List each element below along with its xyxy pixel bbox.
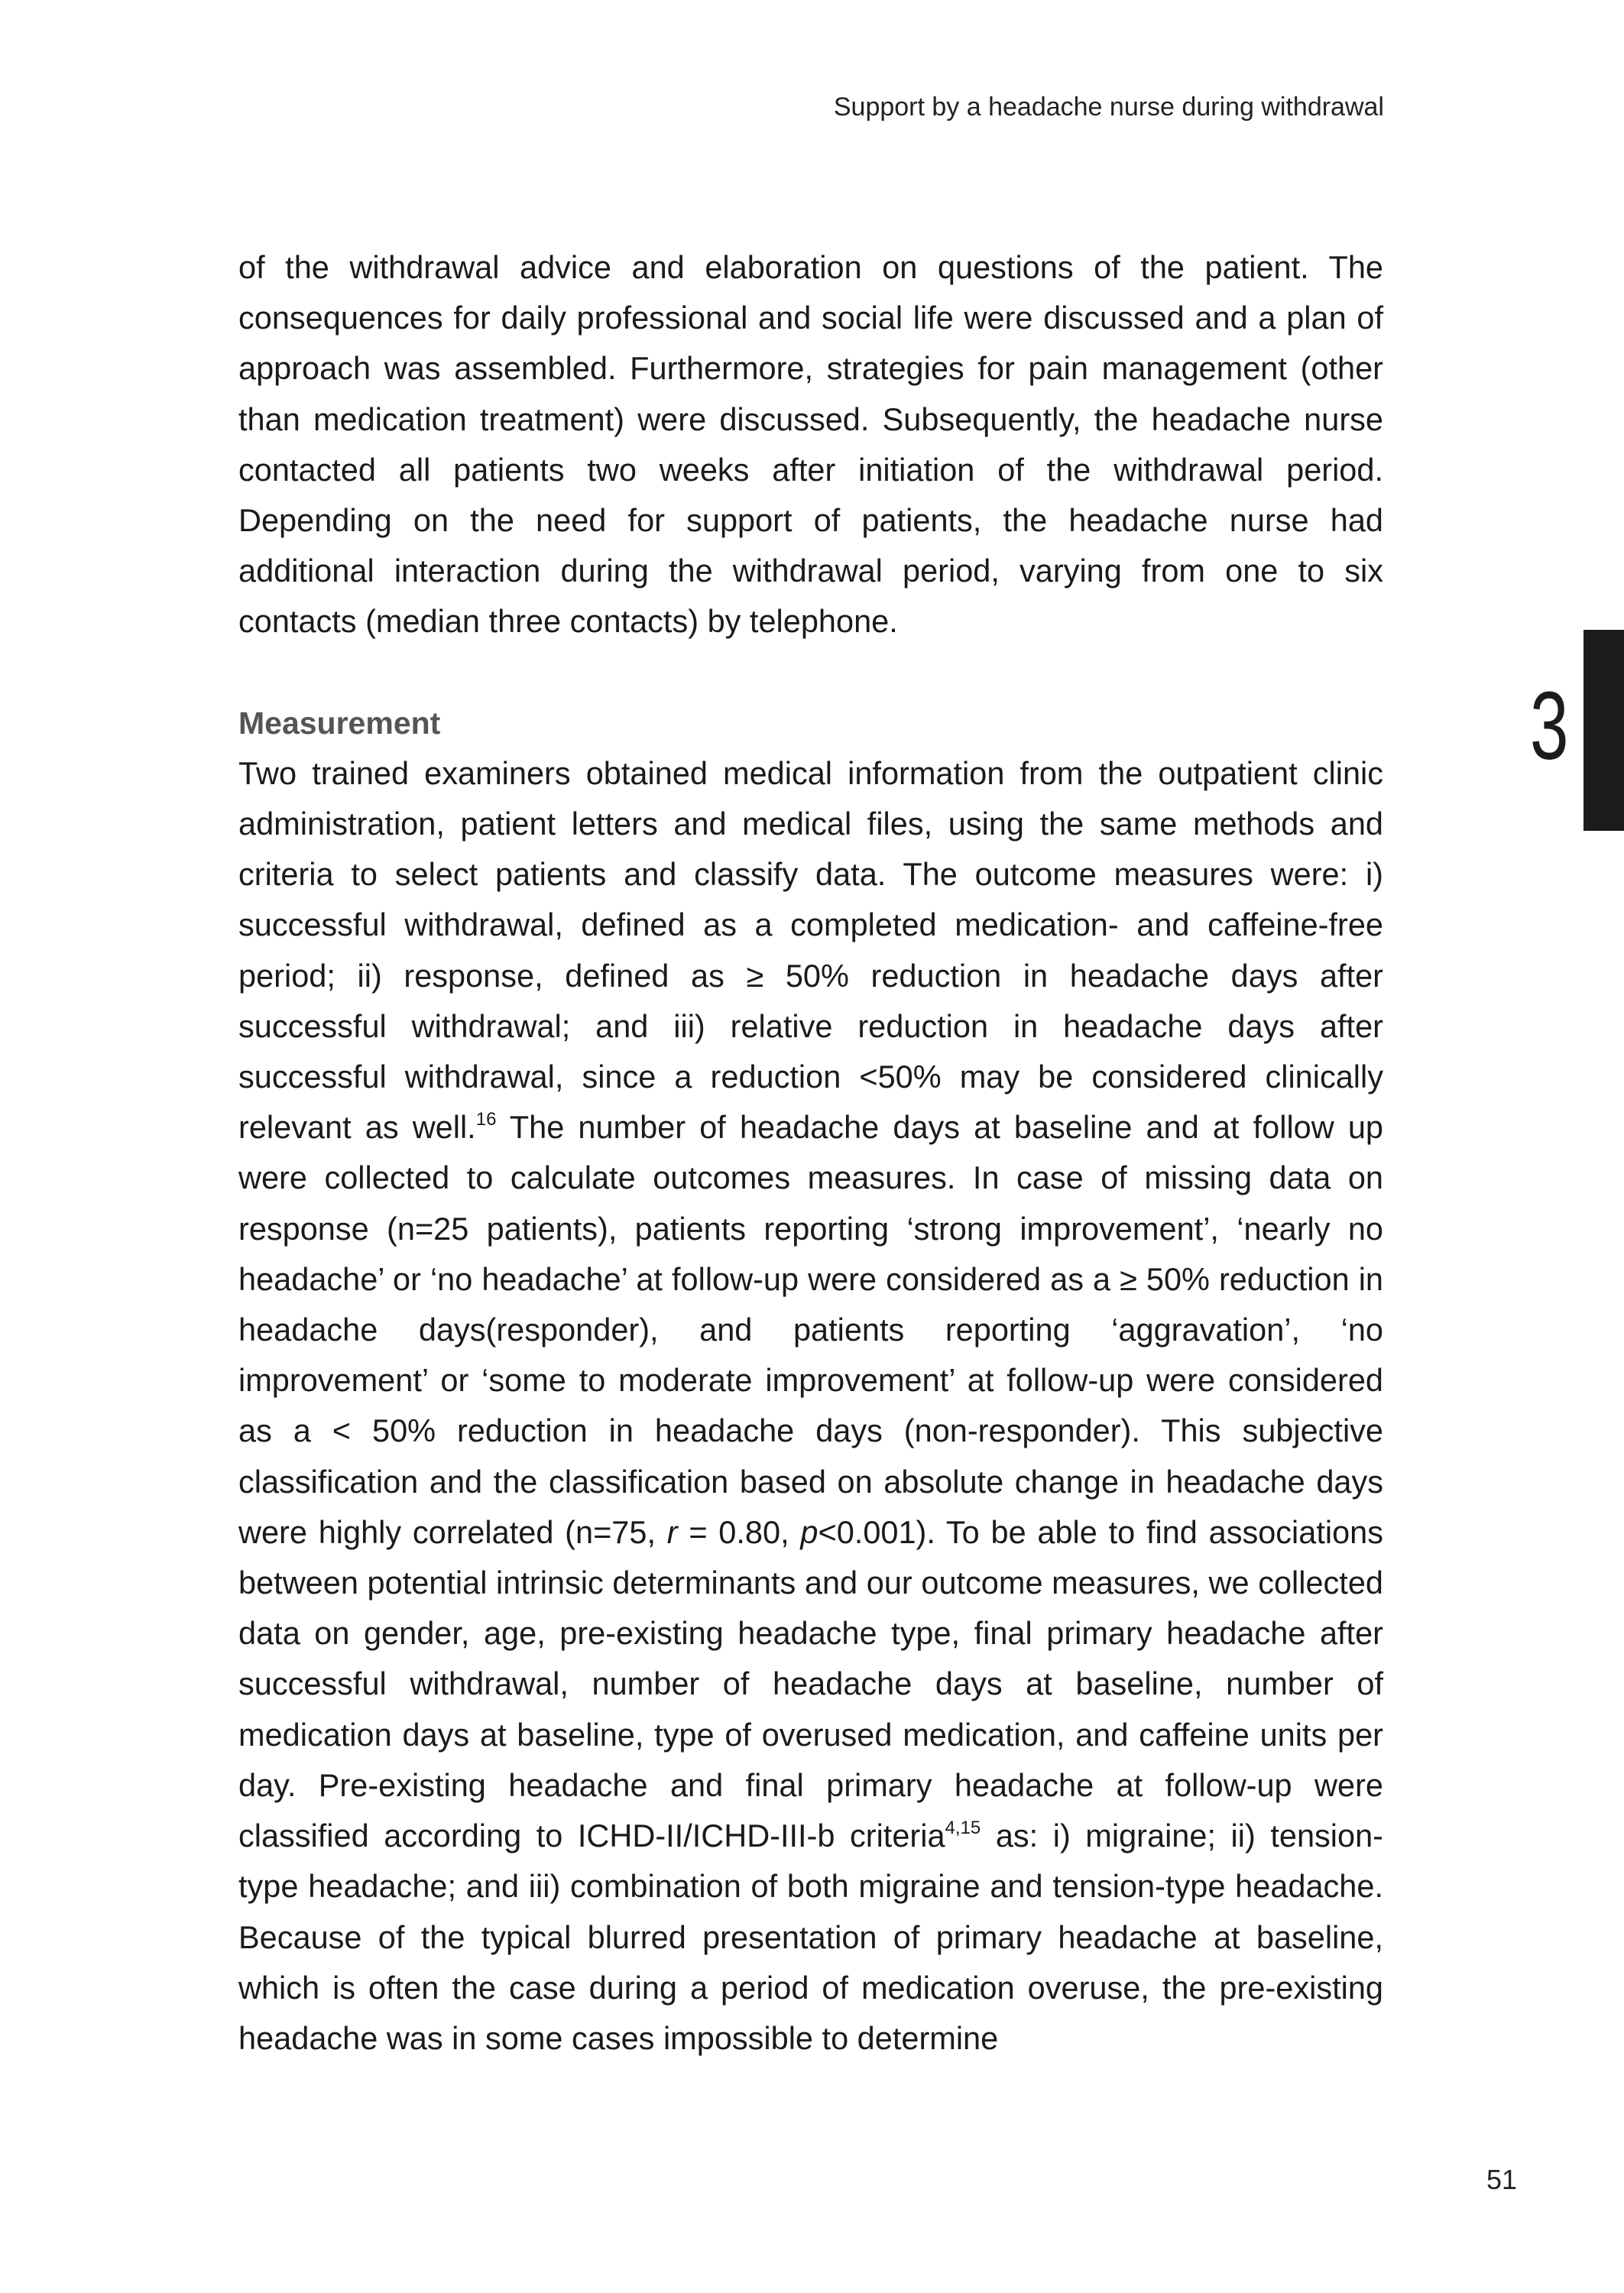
measurement-text-part-2: The number of headache days at baseline and at follow up were collected to calculate outcomes measures. In case of missing data on response (n=25 patients), patients reporting ‘strong improvement’, ‘nearly no headache’ or ‘no headache’ at follow-up were considered as a ≥ 50% reduction in headache days(responder), and patients reporting ‘aggravation’, ‘no improvement’ or ‘some to moderate improvement’ at follow-up were considered as a < 50% reduction in headache days (non-responder). This subjective classification and the classification based on absolute change in headache days were highly correlated (n=75, — [238, 1109, 1383, 1550]
measurement-text-part-3: = 0.80, — [677, 1513, 801, 1550]
chapter-thumb-tab — [1583, 630, 1624, 831]
paragraph-measurement — [238, 748, 1383, 2064]
body-text — [238, 242, 1383, 2064]
chapter-number: 3 — [1530, 672, 1569, 780]
p-symbol: p — [800, 1513, 818, 1550]
paragraph-intro: of the withdrawal advice and elaboration on questions of the patient. The consequences for daily professional and social life were discussed and a plan of approach was assembled. Furthermore, strategies for pain management (other than medication treatment) were discussed. Subsequently, the headache nurse contacted all patients two weeks after initiation of the withdrawal period. Depending on the need for support of patients, the headache nurse had additional interaction during the withdrawal period, varying from one to six contacts (median three contacts) by telephone. — [238, 249, 1383, 640]
section-heading-measurement: Measurement — [238, 705, 441, 741]
measurement-text-part-4: <0.001). To be able to find associations between potential intrinsic determinants and our outcome measures, we collected data on gender, age, pre-existing headache type, final primary headache after successful withdrawal, number of headache days at baseline, number of medication days at baseline, type of overused medication, and caffeine units per day. Pre-existing headache and final primary headache at follow-up were classified according to ICHD-II/ICHD-III-b criteria — [238, 1513, 1383, 1854]
measurement-text-part-5: as: i) migraine; ii) tension-type headache; and iii) combination of both migraine and tension-type headache. Because of the typical blurred presentation of primary headache at baseline, which is often the case during a period of medication overuse, the pre-existing headache was in some cases impossible to determine — [238, 1818, 1383, 2056]
r-symbol: r — [666, 1513, 678, 1550]
measurement-text-part-1: Two trained examiners obtained medical information from the outpatient clinic administration, patient letters and medical files, using the same methods and criteria to select patients and classify data. The outcome measures were: i) successful withdrawal, defined as a completed medication- and caffeine-free period; ii) response, defined as ≥ 50% reduction in headache days after successful withdrawal; and iii) relative reduction in headache days after successful withdrawal, since a reduction <50% may be considered clinically relevant as well. — [238, 754, 1383, 1146]
citation-ref-16: 16 — [475, 1109, 497, 1130]
citation-ref-4-15: 4,15 — [945, 1818, 981, 1839]
running-header: Support by a headache nurse during withdrawal — [833, 92, 1384, 122]
page-number: 51 — [1486, 2164, 1517, 2195]
